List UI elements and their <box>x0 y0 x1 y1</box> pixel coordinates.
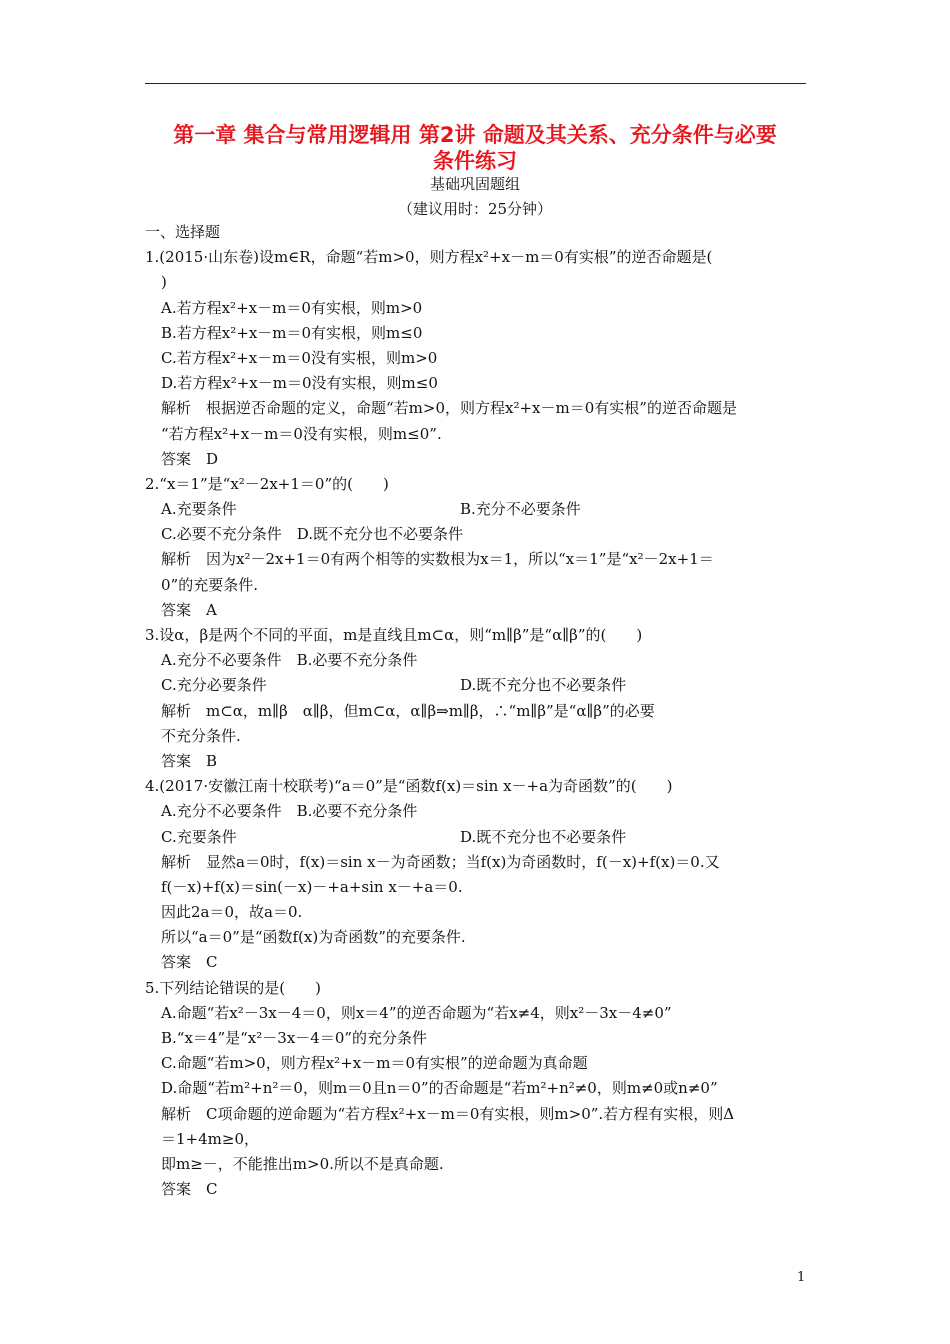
group-label: 基础巩固题组 <box>429 175 520 193</box>
q1-ans-line: 答案 D <box>161 449 219 468</box>
q3-ans-line: 答案 B <box>161 751 218 770</box>
q5-expl-line: 解析 C项命题的逆命题为“若方程x²+x－m＝0有实根，则m>0”.若方程有实根，则Δ <box>161 1104 735 1123</box>
q3-stem-line: 3.设α，β是两个不同的平面，m是直线且m⊂α，则“m∥β”是“α∥β”的( ) <box>145 626 643 644</box>
page-number: 1 <box>797 1270 806 1285</box>
q2-expl-cont-line: 0”的充要条件. <box>161 575 258 594</box>
header-rule <box>145 83 806 84</box>
time-hint: （建议用时：25分钟） <box>397 200 553 218</box>
q4-expl-3-line: 因此2a＝0，故a＝0. <box>161 903 303 922</box>
q2-cd-line: C.必要不充分条件 D.既不充分也不必要条件 <box>161 525 463 544</box>
q3-ab-line: A.充分不必要条件 B.必要不充分条件 <box>161 651 418 670</box>
q5-a-line: A.命题“若x²－3x－4＝0，则x＝4”的逆否命题为“若x≠4，则x²－3x－4≠0” <box>161 1003 672 1022</box>
q4-ans-line: 答案 C <box>161 953 218 972</box>
q2-expl-line: 解析 因为x²－2x+1＝0有两个相等的实数根为x＝1，所以“x＝1”是“x²－2x+1＝ <box>161 550 714 569</box>
q1-d-line: D.若方程x²+x－m＝0没有实根，则m≤0 <box>161 374 438 393</box>
q3-expl-cont-line: 不充分条件. <box>161 726 241 745</box>
q3-expl-line: 解析 m⊂α，m∥β α∥β，但m⊂α，α∥β⇒m∥β，∴“m∥β”是“α∥β”的必要 <box>161 701 655 720</box>
q4-cd-line <box>145 825 810 850</box>
q5-expl-3-line: 即m≥－，不能推出m>0.所以不是真命题. <box>161 1154 444 1173</box>
page-title <box>120 122 830 174</box>
option-right: D.既不充分也不必要条件 <box>460 676 627 695</box>
q5-ans-line: 答案 C <box>161 1180 218 1199</box>
title-line-2: 条件练习 <box>433 149 517 173</box>
q5-stem-line: 5.下列结论错误的是( ) <box>145 978 322 997</box>
question-list <box>145 220 810 1202</box>
q1-stem-line: 1.(2015·山东卷)设m∈R，命题“若m>0，则方程x²+x－m＝0有实根”的逆否命题是( <box>145 248 713 267</box>
option-right: D.既不充分也不必要条件 <box>460 827 627 846</box>
q4-expl-4-line: 所以“a＝0”是“函数f(x)为奇函数”的充要条件. <box>161 928 466 947</box>
section-heading: 一、选择题 <box>145 223 221 241</box>
q1-c-line: C.若方程x²+x－m＝0没有实根，则m>0 <box>161 348 438 367</box>
q1-stem-cont-line: ) <box>161 273 167 292</box>
q1-expl-line: 解析 根据逆否命题的定义，命题“若m>0，则方程x²+x－m＝0有实根”的逆否命题是 <box>161 399 737 418</box>
q4-stem-line: 4.(2017·安徽江南十校联考)“a＝0”是“函数f(x)＝sin x－+a为奇函数”的( ) <box>145 777 673 796</box>
option-left: C.充要条件 <box>161 827 237 846</box>
option-left: C.充分必要条件 <box>161 676 267 695</box>
title-line-1: 第一章 集合与常用逻辑用 第2讲 命题及其关系、充分条件与必要 <box>173 123 777 147</box>
option-left: A.充要条件 <box>161 500 237 519</box>
q5-b-line: B.“x＝4”是“x²－3x－4＝0”的充分条件 <box>161 1029 428 1047</box>
q3-cd-line <box>145 673 810 698</box>
q2-stem-line: 2.“x＝1”是“x²－2x+1＝0”的( ) <box>145 474 389 493</box>
option-right: B.充分不必要条件 <box>460 500 581 519</box>
q4-expl-2-line: f(－x)+f(x)＝sin(－x)－+a+sin x－+a＝0. <box>161 877 463 896</box>
q5-d-line: D.命题“若m²+n²＝0，则m＝0且n＝0”的否命题是“若m²+n²≠0，则m≠0或n≠0” <box>161 1079 718 1098</box>
q1-expl-cont-line: “若方程x²+x－m＝0没有实根，则m≤0”. <box>161 424 442 443</box>
q4-ab-line: A.充分不必要条件 B.必要不充分条件 <box>161 802 418 821</box>
q5-c-line: C.命题“若m>0，则方程x²+x－m＝0有实根”的逆命题为真命题 <box>161 1054 588 1073</box>
q2-ab-line <box>145 497 810 522</box>
question-lines <box>145 245 810 1202</box>
q1-a-line: A.若方程x²+x－m＝0有实根，则m>0 <box>161 298 423 317</box>
q1-b-line: B.若方程x²+x－m＝0有实根，则m≤0 <box>161 323 423 342</box>
q5-expl-2-line: ＝1+4m≥0， <box>161 1129 259 1148</box>
q4-expl-line: 解析 显然a＝0时，f(x)＝sin x－为奇函数；当f(x)为奇函数时，f(－x)+f(x)＝0.又 <box>161 852 720 871</box>
q2-ans-line: 答案 A <box>161 600 217 619</box>
